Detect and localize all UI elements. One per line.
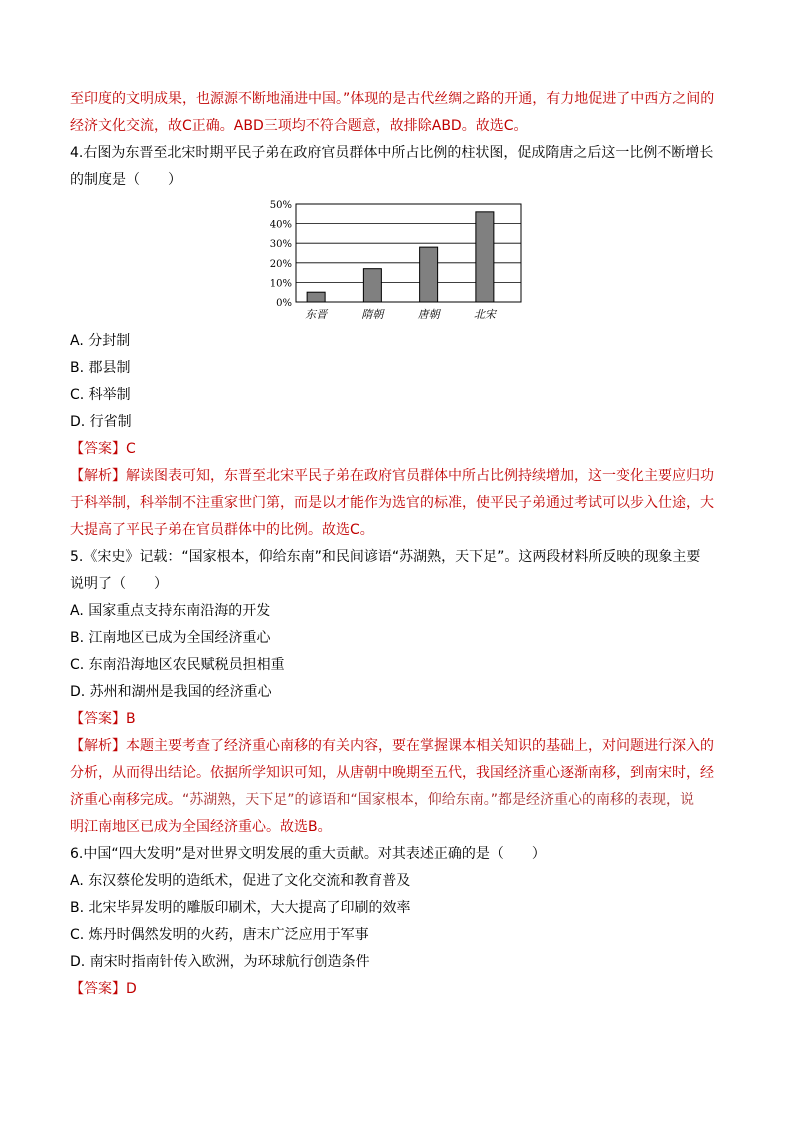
bar-3 [420,247,438,302]
answer-value: D [126,981,137,997]
bar-4 [476,212,494,302]
q4-analysis-line-2: 于科举制，科举制不注重家世门第，而是以才能作为选官的标准，使平民子弟通过考试可以步入仕途，大 [70,495,714,511]
q5-option-b: B. 江南地区已成为全国经济重心 [70,630,271,646]
q4-bar-chart [70,196,725,322]
answer-label: 【答案】 [70,981,126,997]
q5-analysis-line-2: 分析，从而得出结论。依据所学知识可知，从唐朝中晚期至五代，我国经济重心逐渐南移，到南宋时，经 [70,765,714,781]
y-tick-label: 40% [269,219,292,231]
q4-option-c: C. 科举制 [70,387,131,403]
q4-option-a: A. 分封制 [70,333,131,349]
x-tick-label: 隋朝 [361,308,384,321]
prev-analysis-line-1: 至印度的文明成果，也源源不断地涌进中国。”体现的是古代丝绸之路的开通，有力地促进了中西方之间的 [70,91,715,107]
x-tick-label: 北宋 [473,308,496,321]
answer-label: 【答案】 [70,711,126,727]
answer-label: 【答案】 [70,441,126,457]
y-tick-label: 50% [269,200,292,211]
q4-answer [70,436,725,463]
bar-chart-svg [70,196,725,322]
q5-option-d: D. 苏州和湖州是我国的经济重心 [70,684,272,700]
q4-option-d: D. 行省制 [70,414,132,430]
x-tick-label: 唐朝 [417,308,440,321]
bar-2 [363,269,381,302]
document-page [70,86,725,1003]
analysis-label: 【解析】 [70,738,126,754]
q4-stem-line-1: 4.右图为东晋至北宋时期平民子弟在政府官员群体中所占比例的柱状图，促成隋唐之后这一比例不断增长 [70,145,714,161]
q5-analysis-line-4: 明江南地区已成为全国经济重心。故选B。 [70,819,332,835]
analysis-quote: “苏湖熟，天下足”的谚语和“国家根本，仰给东南。”都是经济重心的南移的表现，说 [182,792,695,808]
q6-option-d: D. 南宋时指南针传入欧洲，为环球航行创造条件 [70,954,370,970]
q5-stem-line-1: 5.《宋史》记载：“国家根本，仰给东南”和民间谚语“苏湖熟，天下足”。这两段材料所反映的现象主要 [70,549,701,565]
q6-option-b: B. 北宋毕昇发明的雕版印刷术，大大提高了印刷的效率 [70,900,411,916]
q5-stem-line-2: 说明了（ ） [70,576,168,592]
analysis-label: 【解析】 [70,468,126,484]
analysis-text: 济重心南移完成。 [70,792,182,808]
answer-value: C [126,441,136,457]
bar-1 [307,292,325,302]
q5-analysis-line-3 [70,787,725,814]
analysis-text: 本题主要考查了经济重心南移的有关内容，要在掌握课本相关知识的基础上，对问题进行深入的 [126,738,714,754]
q5-answer [70,706,725,733]
x-tick-label: 东晋 [305,308,328,321]
q4-option-b: B. 郡县制 [70,360,131,376]
y-tick-label: 20% [269,258,292,270]
q4-stem-line-2: 的制度是（ ） [70,172,182,188]
q6-option-a: A. 东汉蔡伦发明的造纸术，促进了文化交流和教育普及 [70,873,411,889]
analysis-text: 解读图表可知，东晋至北宋平民子弟在政府官员群体中所占比例持续增加，这一变化主要应归功 [126,468,714,484]
y-tick-label: 10% [269,278,292,290]
y-tick-label: 30% [269,239,292,251]
q6-option-c: C. 炼丹时偶然发明的火药，唐末广泛应用于军事 [70,927,369,943]
q4-analysis-line-3: 大提高了平民子弟在官员群体中的比例。故选C。 [70,522,374,538]
y-tick-label: 0% [276,298,292,309]
q5-option-c: C. 东南沿海地区农民赋税员担相重 [70,657,285,673]
q6-answer [70,976,725,1003]
q5-option-a: A. 国家重点支持东南沿海的开发 [70,603,271,619]
q5-analysis-line-1 [70,733,725,760]
q6-stem: 6.中国“四大发明”是对世界文明发展的重大贡献。对其表述正确的是（ ） [70,846,546,862]
prev-analysis-line-2: 经济文化交流，故C正确。ABD三项均不符合题意，故排除ABD。故选C。 [70,118,528,134]
q4-analysis-line-1 [70,463,725,490]
answer-value: B [126,711,136,727]
